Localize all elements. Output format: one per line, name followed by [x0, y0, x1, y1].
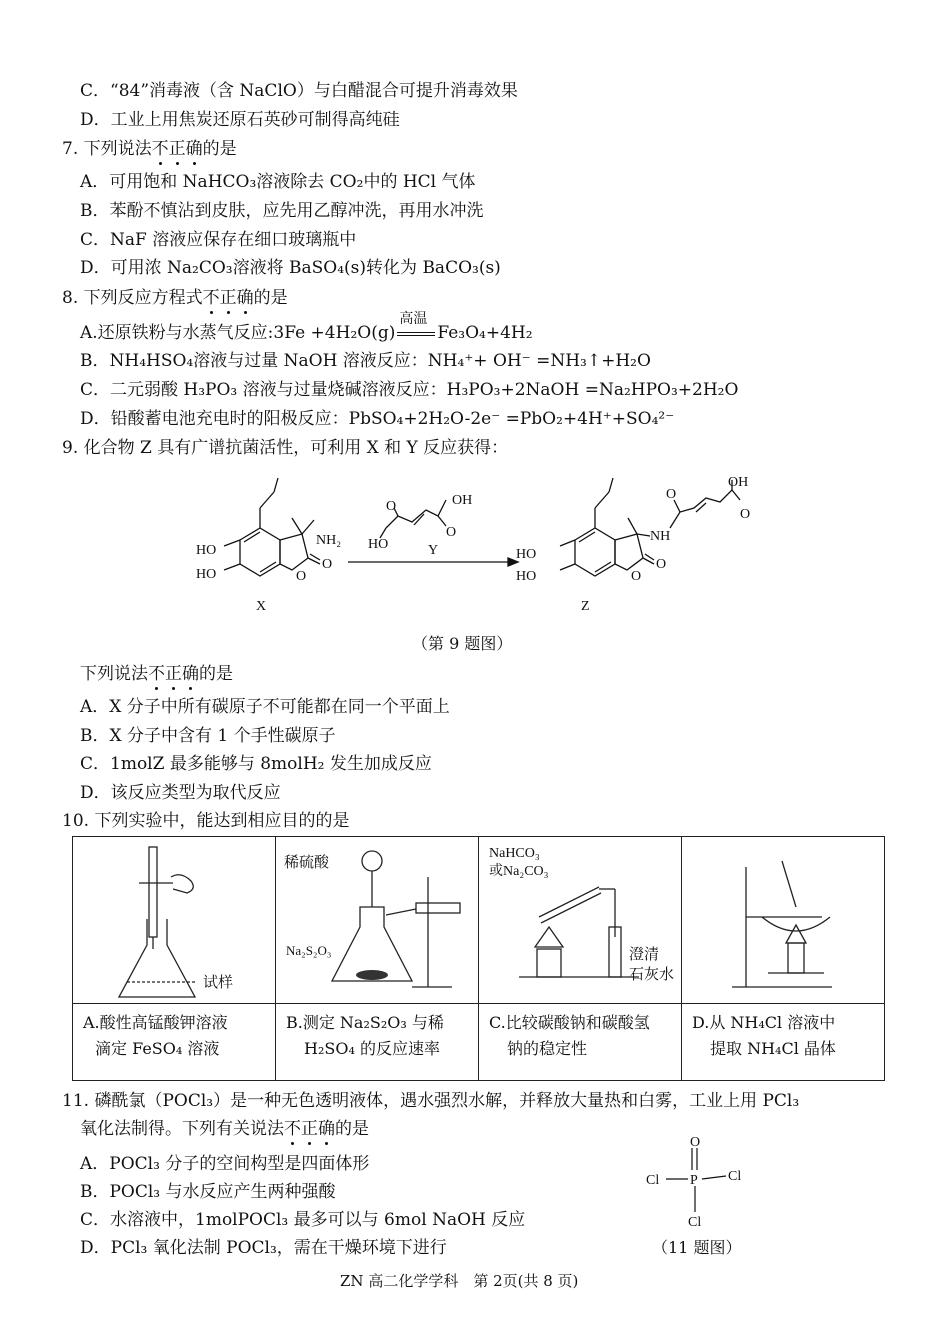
z-acid-o: O — [740, 507, 751, 522]
atom-cl-bottom: Cl — [688, 1215, 702, 1230]
q11-option-d: D．PCl₃ 氧化法制 POCl₃，需在干燥环境下进行 — [80, 1238, 447, 1258]
apparatus-thermal-stability — [479, 837, 681, 1003]
label-sample: 试样 — [203, 975, 234, 991]
label-dilute-sulfuric-acid: 稀硫酸 — [284, 855, 330, 871]
q11-figure-caption: （11 题图） — [652, 1238, 742, 1257]
y-ho: HO — [368, 537, 389, 552]
apparatus-reaction-rate — [276, 837, 478, 1003]
q6-option-c: C．“84”消毒液（含 NaClO）与白醋混合可提升消毒效果 — [80, 81, 518, 101]
q10-experiment-table — [72, 836, 885, 1081]
q11-option-a: A．POCl₃ 分子的空间构型是四面体形 — [80, 1154, 370, 1174]
y-o-1: O — [386, 499, 397, 514]
q6-option-d: D．工业上用焦炭还原石英砂可制得高纯硅 — [80, 110, 400, 130]
label-limewater-2: 石灰水 — [629, 967, 675, 983]
q9-option-a: A．X 分子中所有碳原子不可能都在同一个平面上 — [80, 697, 450, 717]
q9-option-d: D．该反应类型为取代反应 — [80, 783, 281, 803]
x-nh2: NH₂ — [316, 533, 342, 548]
q8-option-b: B．NH₄HSO₄溶液与过量 NaOH 溶液反应：NH₄⁺+ OH⁻ =NH₃↑+H₂O — [80, 351, 651, 371]
label-x: X — [256, 599, 267, 614]
q9-stem: 9. 化合物 Z 具有广谱抗菌活性，可利用 X 和 Y 反应获得： — [62, 438, 509, 458]
q9-reaction-scheme — [180, 470, 780, 620]
z-ho-1: HO — [516, 547, 537, 562]
atom-p: P — [690, 1173, 698, 1188]
label-nahco3: NaHCO₃ — [489, 846, 540, 861]
label-y: Y — [428, 543, 439, 558]
atom-cl-left: Cl — [646, 1173, 660, 1188]
q8-option-d: D．铅酸蓄电池充电时的阳极反应：PbSO₄+2H₂O-2e⁻ =PbO₂+4H⁺+SO₄²⁻ — [80, 409, 675, 429]
q11-stem-line2: 氧化法制得。下列有关说法不正确的是 — [80, 1119, 369, 1139]
z-amide-o: O — [666, 487, 677, 502]
apparatus-titration — [73, 837, 275, 1003]
z-carbonyl-o: O — [656, 557, 667, 572]
z-ho-2: HO — [516, 569, 537, 584]
y-oh: OH — [452, 493, 473, 508]
z-nh: NH — [650, 529, 671, 544]
q7-option-b: B．苯酚不慎沾到皮肤，应先用乙醇冲洗，再用水冲洗 — [80, 201, 484, 221]
z-ring-o: O — [631, 569, 642, 584]
atom-cl-right: Cl — [728, 1169, 742, 1184]
q11-option-c: C．水溶液中，1molPOCl₃ 最多可以与 6mol NaOH 反应 — [80, 1210, 526, 1230]
x-carbonyl-o: O — [322, 557, 333, 572]
reaction-condition-arrow: 高温 — [395, 322, 437, 344]
label-na2co3: 或Na₂CO₃ — [489, 864, 549, 879]
q10-stem: 10. 下列实验中，能达到相应目的的是 — [62, 811, 350, 831]
atom-o: O — [690, 1135, 701, 1150]
y-o-2: O — [446, 525, 457, 540]
option-b-caption: B.测定 Na₂S₂O₃ 与稀 H₂SO₄ 的反应速率 — [286, 1013, 444, 1058]
q11-option-b: B．POCl₃ 与水反应产生两种强酸 — [80, 1182, 336, 1202]
label-limewater-1: 澄清 — [629, 947, 660, 963]
apparatus-evaporation — [682, 837, 884, 1003]
q9-figure-caption: （第 9 题图） — [412, 634, 513, 653]
option-d-caption: D.从 NH₄Cl 溶液中 提取 NH₄Cl 晶体 — [692, 1013, 836, 1058]
x-ho-1: HO — [196, 543, 217, 558]
option-a-caption: A.酸性高锰酸钾溶液 滴定 FeSO₄ 溶液 — [83, 1013, 228, 1058]
q7-option-d: D．可用浓 Na₂CO₃溶液将 BaSO₄(s)转化为 BaCO₃(s) — [80, 258, 501, 278]
page-footer: ZN 高二化学学科 第 2页(共 8 页) — [340, 1272, 579, 1290]
z-oh: OH — [728, 475, 749, 490]
q9-option-b: B．X 分子中含有 1 个手性碳原子 — [80, 726, 336, 746]
pocl3-structure — [640, 1132, 760, 1232]
x-ho-2: HO — [196, 567, 217, 582]
q9-option-c: C．1molZ 最多能够与 8molH₂ 发生加成反应 — [80, 754, 432, 774]
q11-stem-line1: 11. 磷酰氯（POCl₃）是一种无色透明液体，遇水强烈水解，并释放大量热和白雾，工业上用 PCl₃ — [62, 1091, 800, 1111]
x-ring-o: O — [296, 569, 307, 584]
q8-option-a: A.还原铁粉与水蒸气反应:3Fe +4H₂O(g) 高温 Fe₃O₄+4H₂ — [80, 311, 533, 343]
q7-option-c: C．NaF 溶液应保存在细口玻璃瓶中 — [80, 230, 357, 250]
label-z: Z — [581, 599, 590, 614]
q9-sub-stem: 下列说法不正确的是 — [80, 664, 233, 684]
option-c-caption: C.比较碳酸钠和碳酸氢 钠的稳定性 — [489, 1013, 650, 1058]
q7-option-a: A．可用饱和 NaHCO₃溶液除去 CO₂中的 HCl 气体 — [80, 172, 476, 192]
q8-stem: 8. 下列反应方程式不正确的是 — [62, 288, 288, 308]
q7-stem: 7. 下列说法不正确的是 — [62, 139, 237, 159]
label-sodium-thiosulfate: Na₂S₂O₃ — [286, 943, 332, 958]
q8-option-c: C．二元弱酸 H₃PO₃ 溶液与过量烧碱溶液反应：H₃PO₃+2NaOH =Na₂HPO₃+2H₂O — [80, 380, 739, 400]
